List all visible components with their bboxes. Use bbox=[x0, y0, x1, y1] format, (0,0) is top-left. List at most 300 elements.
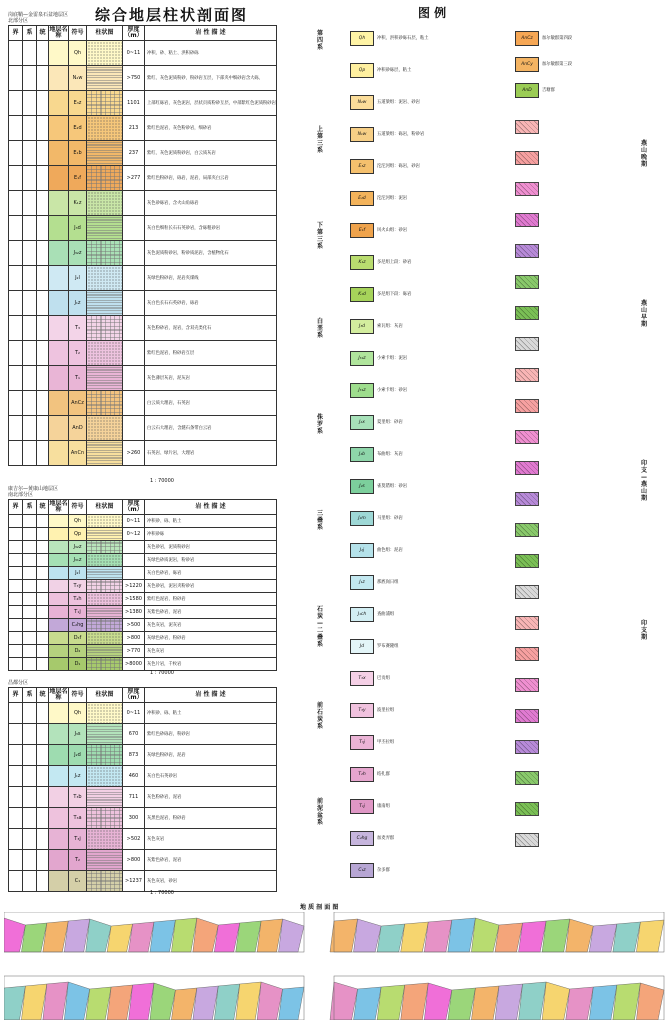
section-title: 地 质 剖 面 图 bbox=[300, 904, 339, 911]
era-cell bbox=[9, 787, 23, 808]
column2-region: 康吉尔—黄康山地层区 bbox=[8, 486, 59, 492]
era-cell bbox=[9, 808, 23, 829]
description-cell: 灰绿色粉砂岩，泥岩夹煤线 bbox=[145, 266, 277, 291]
series-cell bbox=[37, 787, 49, 808]
series-cell bbox=[37, 515, 49, 528]
table-row bbox=[9, 567, 277, 580]
series-cell bbox=[37, 541, 49, 554]
intrusion-symbol bbox=[515, 306, 539, 320]
system-cell bbox=[23, 291, 37, 316]
legend-text: 加麦弄群 bbox=[377, 835, 395, 841]
formation-cell bbox=[49, 766, 69, 787]
system-cell bbox=[23, 391, 37, 416]
description-cell: 冲积砂砾 bbox=[145, 528, 277, 541]
thickness-cell: >770 bbox=[123, 645, 145, 658]
thickness-cell: 873 bbox=[123, 745, 145, 766]
legend-group-label: 白垩系 bbox=[316, 318, 323, 339]
legend-swatch: J₃d bbox=[350, 319, 374, 334]
legend-swatch: J₁z bbox=[350, 575, 374, 590]
header-symbol: 符号 bbox=[69, 688, 87, 703]
lithology-pattern bbox=[87, 658, 123, 671]
legend-group-label: 下第三系 bbox=[316, 222, 323, 250]
series-cell bbox=[37, 632, 49, 645]
formation-cell bbox=[49, 441, 69, 466]
table-row bbox=[9, 745, 277, 766]
series-cell bbox=[37, 619, 49, 632]
legend-item bbox=[350, 478, 455, 494]
description-cell: 灰色粉砂岩，泥岩 bbox=[145, 787, 277, 808]
legend-item bbox=[515, 56, 620, 72]
lithology-pattern bbox=[87, 724, 123, 745]
cross-section-strip bbox=[330, 912, 664, 952]
lithology-pattern bbox=[87, 41, 123, 66]
system-cell bbox=[23, 366, 37, 391]
system-cell bbox=[23, 441, 37, 466]
legend-text: 那底岗日组 bbox=[377, 579, 399, 585]
header-system: 系 bbox=[23, 688, 37, 703]
era-cell bbox=[9, 216, 23, 241]
symbol-cell: N₂w bbox=[69, 66, 87, 91]
lithology-pattern bbox=[87, 850, 123, 871]
legend-swatch: T₃y bbox=[350, 703, 374, 718]
symbol-cell: J₃₂z bbox=[69, 241, 87, 266]
formation-cell bbox=[49, 216, 69, 241]
thickness-cell: 213 bbox=[123, 116, 145, 141]
description-cell: 灰白色长石石英砂岩，砾岩 bbox=[145, 291, 277, 316]
thickness-cell: 237 bbox=[123, 141, 145, 166]
header-era: 界 bbox=[9, 26, 23, 41]
series-cell bbox=[37, 829, 49, 850]
symbol-cell: AnD bbox=[69, 416, 87, 441]
description-cell: 灰色砂砾岩，含火山角砾岩 bbox=[145, 191, 277, 216]
legend-text: 五道梁组：泥岩、砂岩 bbox=[377, 99, 420, 105]
intrusion-symbol bbox=[515, 833, 539, 847]
legend-swatch: J₂s bbox=[350, 479, 374, 494]
lithology-pattern bbox=[87, 216, 123, 241]
era-cell bbox=[9, 766, 23, 787]
description-cell: 冲积、砂、粘土、洪积砂砾 bbox=[145, 41, 277, 66]
era-cell bbox=[9, 41, 23, 66]
formation-cell bbox=[49, 66, 69, 91]
legend-text: 冲积砂砾层，粘土 bbox=[377, 67, 412, 73]
legend-text: 五道梁组：砾岩，粉砂岩 bbox=[377, 131, 425, 137]
legend-item bbox=[350, 638, 455, 654]
table-row bbox=[9, 703, 277, 724]
series-cell bbox=[37, 593, 49, 606]
description-cell: 紫红色泥岩，灰色粉砂岩，细砂岩 bbox=[145, 116, 277, 141]
legend-item bbox=[350, 702, 455, 718]
symbol-cell: Qh bbox=[69, 703, 87, 724]
header-formation: 地层名称 bbox=[49, 500, 68, 513]
header-symbol: 符号 bbox=[69, 26, 87, 41]
legend-item bbox=[350, 190, 455, 206]
stratigraphic-column-2 bbox=[8, 499, 277, 671]
legend-text: 索瓦组：灰岩 bbox=[377, 323, 403, 329]
lithology-pattern bbox=[87, 416, 123, 441]
formation-cell bbox=[49, 91, 69, 116]
lithology-pattern bbox=[87, 554, 123, 567]
system-cell bbox=[23, 703, 37, 724]
thickness-cell: 711 bbox=[123, 787, 145, 808]
cross-section-strip bbox=[4, 976, 304, 1020]
series-cell bbox=[37, 745, 49, 766]
table-row bbox=[9, 541, 277, 554]
intrusion-symbol bbox=[515, 616, 539, 630]
lithology-pattern bbox=[87, 632, 123, 645]
era-cell bbox=[9, 658, 23, 671]
legend-item bbox=[350, 862, 455, 878]
column1-scale: 1 : 70000 bbox=[150, 478, 174, 484]
legend-group-label: 上第三系 bbox=[316, 126, 323, 154]
system-cell bbox=[23, 871, 37, 892]
intrusion-symbol bbox=[515, 337, 539, 351]
symbol-cell: T₁j bbox=[69, 606, 87, 619]
thickness-cell bbox=[123, 216, 145, 241]
thickness-cell bbox=[123, 416, 145, 441]
lithology-pattern bbox=[87, 541, 123, 554]
symbol-cell: T₃y bbox=[69, 580, 87, 593]
description-cell: 灰色片岩，千枚岩 bbox=[145, 658, 277, 671]
description-cell: 灰绿色砂质泥岩，粉砂岩 bbox=[145, 554, 277, 567]
system-cell bbox=[23, 316, 37, 341]
description-cell: 紫红色泥岩，粉砂岩 bbox=[145, 593, 277, 606]
legend-item bbox=[350, 382, 455, 398]
system-cell bbox=[23, 619, 37, 632]
series-cell bbox=[37, 41, 49, 66]
column2-subregion: 南北部分区 bbox=[8, 492, 34, 498]
table-row bbox=[9, 787, 277, 808]
series-cell bbox=[37, 871, 49, 892]
series-cell bbox=[37, 316, 49, 341]
system-cell bbox=[23, 41, 37, 66]
intrusion-symbol bbox=[515, 585, 539, 599]
symbol-cell: J₁z bbox=[69, 766, 87, 787]
symbol-cell: T₃b bbox=[69, 787, 87, 808]
legend-item bbox=[515, 30, 620, 46]
table-row bbox=[9, 580, 277, 593]
cross-sections bbox=[4, 912, 666, 1020]
intrusion-symbol bbox=[515, 740, 539, 754]
formation-cell bbox=[49, 619, 69, 632]
lithology-pattern bbox=[87, 116, 123, 141]
lithology-pattern bbox=[87, 645, 123, 658]
table-row bbox=[9, 316, 277, 341]
symbol-cell: D₂ bbox=[69, 645, 87, 658]
legend-swatch: AnCy bbox=[515, 57, 539, 72]
system-cell bbox=[23, 567, 37, 580]
description-cell: 白云石大理岩，含燧石条带白云岩 bbox=[145, 416, 277, 441]
lithology-pattern bbox=[87, 829, 123, 850]
table-row bbox=[9, 366, 277, 391]
legend-text: 巴贡组 bbox=[377, 675, 390, 681]
legend-swatch: J₃₂z bbox=[350, 351, 374, 366]
stratigraphic-column-1 bbox=[8, 25, 277, 466]
table-row bbox=[9, 391, 277, 416]
table-row bbox=[9, 116, 277, 141]
description-cell: 灰绿色砂岩，粉砂岩 bbox=[145, 632, 277, 645]
symbol-cell: T₂h bbox=[69, 593, 87, 606]
legend-text: 甲丕拉组 bbox=[377, 739, 395, 745]
era-cell bbox=[9, 724, 23, 745]
formation-cell bbox=[49, 416, 69, 441]
description-cell: 上部红砾岩，灰色泥岩，层状页质粉砂互层，中部紫红色泥质粉砂岩 bbox=[145, 91, 277, 116]
era-cell bbox=[9, 191, 23, 216]
intrusion-symbol bbox=[515, 151, 539, 165]
formation-cell bbox=[49, 724, 69, 745]
series-cell bbox=[37, 116, 49, 141]
system-cell bbox=[23, 91, 37, 116]
column1-region: 岗底鞘—金雷泉石盆地层区 bbox=[8, 12, 69, 18]
system-cell bbox=[23, 724, 37, 745]
legend-swatch: N₂w bbox=[350, 95, 374, 110]
formation-cell bbox=[49, 266, 69, 291]
era-cell bbox=[9, 829, 23, 850]
table-row bbox=[9, 515, 277, 528]
description-cell: 灰白色石英砂岩 bbox=[145, 766, 277, 787]
era-cell bbox=[9, 66, 23, 91]
formation-cell bbox=[49, 241, 69, 266]
table-row bbox=[9, 41, 277, 66]
legend-text: 马里组：砂岩 bbox=[377, 515, 403, 521]
legend-group-label: 三叠系 bbox=[316, 510, 323, 531]
series-cell bbox=[37, 66, 49, 91]
symbol-cell: J₁z bbox=[69, 291, 87, 316]
thickness-cell: >1237 bbox=[123, 871, 145, 892]
description-cell: 紫红色砂砾岩，粉砂岩 bbox=[145, 724, 277, 745]
table-row bbox=[9, 441, 277, 466]
era-cell bbox=[9, 632, 23, 645]
system-cell bbox=[23, 632, 37, 645]
column2-scale: 1 : 70000 bbox=[150, 670, 174, 676]
legend-item bbox=[350, 670, 455, 686]
header-system: 系 bbox=[23, 500, 37, 515]
stratigraphic-column-3 bbox=[8, 687, 277, 892]
legend-swatch: T₃j bbox=[350, 735, 374, 750]
table-row bbox=[9, 632, 277, 645]
header-symbol: 符号 bbox=[69, 500, 87, 515]
symbol-cell: T₃j bbox=[69, 829, 87, 850]
thickness-cell: >800 bbox=[123, 632, 145, 645]
cross-section-strip bbox=[330, 976, 664, 1020]
legend-item bbox=[350, 62, 455, 78]
lithology-pattern bbox=[87, 166, 123, 191]
intrusion-symbol bbox=[515, 244, 539, 258]
era-cell bbox=[9, 619, 23, 632]
legend-text: 多尼组上段：砂岩 bbox=[377, 259, 412, 265]
era-cell bbox=[9, 91, 23, 116]
thickness-cell: 670 bbox=[123, 724, 145, 745]
intrusion-symbol bbox=[515, 554, 539, 568]
description-cell: 灰色砂岩，泥质粉砂岩 bbox=[145, 541, 277, 554]
system-cell bbox=[23, 606, 37, 619]
series-cell bbox=[37, 291, 49, 316]
legend-swatch: T₂h bbox=[350, 767, 374, 782]
intrusion-group-label: 印支—燕山期 bbox=[640, 460, 647, 502]
legend-item bbox=[350, 798, 455, 814]
legend-text: 波里拉组 bbox=[377, 707, 395, 713]
legend-item bbox=[350, 126, 455, 142]
legend-text: 康南组 bbox=[377, 803, 390, 809]
symbol-cell: Qh bbox=[69, 515, 87, 528]
symbol-cell: Qp bbox=[69, 528, 87, 541]
table-row bbox=[9, 528, 277, 541]
era-cell bbox=[9, 745, 23, 766]
description-cell: 紫红色粉砂岩，砾岩，泥岩，局部夹白云岩 bbox=[145, 166, 277, 191]
header-system: 系 bbox=[23, 26, 37, 41]
system-cell bbox=[23, 850, 37, 871]
symbol-cell: J₃d bbox=[69, 216, 87, 241]
era-cell bbox=[9, 391, 23, 416]
header-era: 界 bbox=[9, 688, 23, 703]
legend-swatch: E₁f bbox=[350, 223, 374, 238]
formation-cell bbox=[49, 593, 69, 606]
intrusion-symbol bbox=[515, 182, 539, 196]
series-cell bbox=[37, 191, 49, 216]
header-description: 岩 性 描 述 bbox=[145, 500, 277, 515]
legend-title: 图 例 bbox=[418, 6, 447, 20]
description-cell: 灰紫色砂岩，泥岩 bbox=[145, 606, 277, 619]
formation-cell bbox=[49, 191, 69, 216]
legend-text: 雀莫错组：砂岩 bbox=[377, 483, 408, 489]
series-cell bbox=[37, 91, 49, 116]
system-cell bbox=[23, 808, 37, 829]
symbol-cell: T₃ bbox=[69, 316, 87, 341]
thickness-cell: 0~12 bbox=[123, 528, 145, 541]
system-cell bbox=[23, 787, 37, 808]
header-thickness: 厚度（m） bbox=[124, 500, 143, 513]
legend-item bbox=[350, 446, 455, 462]
thickness-cell: 0~11 bbox=[123, 41, 145, 66]
lithology-pattern bbox=[87, 141, 123, 166]
header-column: 柱状图 bbox=[87, 688, 123, 703]
description-cell: 冲积砂、砾、粘土 bbox=[145, 515, 277, 528]
thickness-cell bbox=[123, 567, 145, 580]
series-cell bbox=[37, 567, 49, 580]
thickness-cell bbox=[123, 341, 145, 366]
header-series: 统 bbox=[37, 26, 49, 41]
legend-swatch: E₂d bbox=[350, 191, 374, 206]
table-row bbox=[9, 829, 277, 850]
series-cell bbox=[37, 580, 49, 593]
legend-item bbox=[350, 158, 455, 174]
legend-text: 吉塘群 bbox=[542, 87, 555, 93]
legend-item bbox=[350, 350, 455, 366]
legend-group-label: 前泥盆系 bbox=[316, 798, 323, 826]
symbol-cell: E₁f bbox=[69, 166, 87, 191]
formation-cell bbox=[49, 645, 69, 658]
lithology-pattern bbox=[87, 441, 123, 466]
header-formation: 地层名称 bbox=[49, 688, 68, 701]
system-cell bbox=[23, 645, 37, 658]
thickness-cell: >502 bbox=[123, 829, 145, 850]
legend-text: 曲色组：泥岩 bbox=[377, 547, 403, 553]
legend-swatch: J₂j bbox=[350, 543, 374, 558]
intrusion-symbol bbox=[515, 678, 539, 692]
lithology-pattern bbox=[87, 341, 123, 366]
legend-text: 多尼组下段：砾岩 bbox=[377, 291, 412, 297]
thickness-cell: 460 bbox=[123, 766, 145, 787]
cross-section-strip bbox=[4, 912, 304, 952]
symbol-cell: E₁b bbox=[69, 141, 87, 166]
table-row bbox=[9, 166, 277, 191]
symbol-cell: D₁ bbox=[69, 658, 87, 671]
description-cell: 冲积砂、砾、粘土 bbox=[145, 703, 277, 724]
formation-cell bbox=[49, 541, 69, 554]
legend-swatch: J₁ch bbox=[350, 607, 374, 622]
thickness-cell bbox=[123, 391, 145, 416]
legend-text: 小索卡组：砂岩 bbox=[377, 387, 408, 393]
symbol-cell: J₃₁z bbox=[69, 554, 87, 567]
thickness-cell bbox=[123, 554, 145, 567]
formation-cell bbox=[49, 391, 69, 416]
header-formation: 地层名称 bbox=[49, 26, 68, 39]
legend-swatch: Qh bbox=[350, 31, 374, 46]
description-cell: 石英岩、绿片岩，大理岩 bbox=[145, 441, 277, 466]
formation-cell bbox=[49, 515, 69, 528]
table-row bbox=[9, 724, 277, 745]
legend-text: 冲积、洪积砂砾石层，粘土 bbox=[377, 35, 429, 41]
era-cell bbox=[9, 166, 23, 191]
legend-text: 沱沱河组：砾岩，砂岩 bbox=[377, 163, 420, 169]
thickness-cell: 0~11 bbox=[123, 515, 145, 528]
series-cell bbox=[37, 241, 49, 266]
series-cell bbox=[37, 416, 49, 441]
formation-cell bbox=[49, 658, 69, 671]
thickness-cell: >277 bbox=[123, 166, 145, 191]
legend-swatch: T₁j bbox=[350, 799, 374, 814]
formation-cell bbox=[49, 850, 69, 871]
series-cell bbox=[37, 216, 49, 241]
symbol-cell: Qh bbox=[69, 41, 87, 66]
era-cell bbox=[9, 871, 23, 892]
lithology-pattern bbox=[87, 787, 123, 808]
thickness-cell: >500 bbox=[123, 619, 145, 632]
lithology-pattern bbox=[87, 366, 123, 391]
legend-swatch: AnD bbox=[515, 83, 539, 98]
system-cell bbox=[23, 593, 37, 606]
lithology-pattern bbox=[87, 66, 123, 91]
system-cell bbox=[23, 191, 37, 216]
series-cell bbox=[37, 658, 49, 671]
system-cell bbox=[23, 745, 37, 766]
formation-cell bbox=[49, 528, 69, 541]
table-row bbox=[9, 808, 277, 829]
lithology-pattern bbox=[87, 567, 123, 580]
system-cell bbox=[23, 241, 37, 266]
page-title: 综合地层柱状剖面图 bbox=[95, 6, 249, 24]
formation-cell bbox=[49, 808, 69, 829]
formation-cell bbox=[49, 316, 69, 341]
table-row bbox=[9, 91, 277, 116]
header-column: 柱状图 bbox=[87, 26, 123, 41]
thickness-cell: 1101 bbox=[123, 91, 145, 116]
symbol-cell: T₂ bbox=[69, 850, 87, 871]
table-row bbox=[9, 850, 277, 871]
series-cell bbox=[37, 366, 49, 391]
header-column: 柱状图 bbox=[87, 500, 123, 515]
series-cell bbox=[37, 724, 49, 745]
series-cell bbox=[37, 850, 49, 871]
table-row bbox=[9, 554, 277, 567]
system-cell bbox=[23, 580, 37, 593]
lithology-pattern bbox=[87, 766, 123, 787]
symbol-cell: J₂l bbox=[69, 266, 87, 291]
system-cell bbox=[23, 658, 37, 671]
thickness-cell bbox=[123, 191, 145, 216]
intrusion-symbol bbox=[515, 523, 539, 537]
column3-scale: 1 : 70000 bbox=[150, 890, 174, 896]
thickness-cell: >1580 bbox=[123, 593, 145, 606]
